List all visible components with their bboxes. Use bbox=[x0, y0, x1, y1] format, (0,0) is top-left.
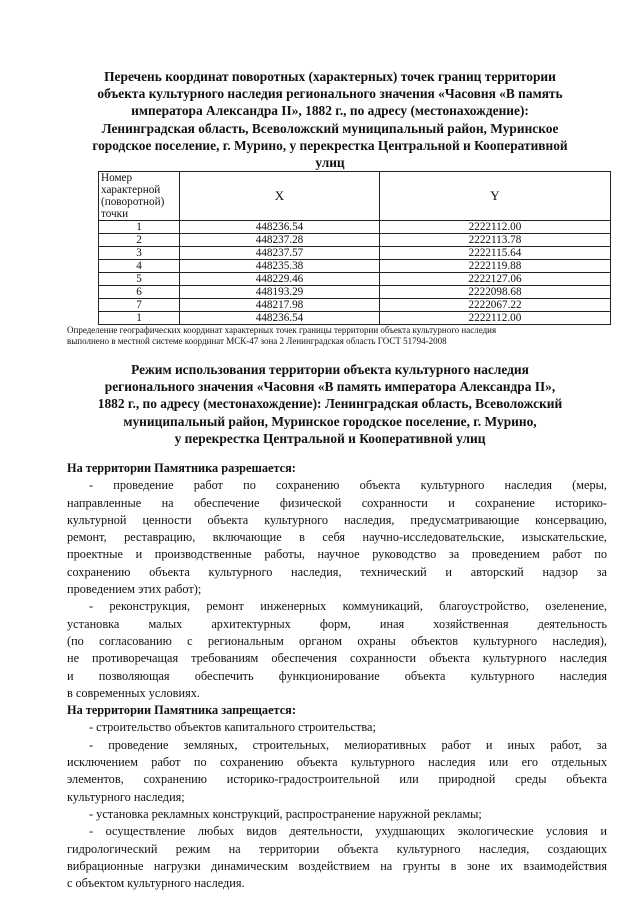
forbidden-item-line: гидрологический режим на территории объекта культурного наследия, создающих bbox=[67, 841, 607, 856]
point-number: 6 bbox=[99, 286, 180, 299]
column-header-x: X bbox=[180, 172, 380, 221]
forbidden-item-line: с объектом культурного наследия. bbox=[67, 876, 245, 891]
point-number: 3 bbox=[99, 247, 180, 260]
allowed-item-line: (по согласованию с региональным органом охраны объектов культурного наследия), bbox=[67, 633, 607, 648]
x-value: 448236.54 bbox=[180, 221, 380, 234]
forbidden-item-line: - проведение земляных, строительных, мелиоративных работ и иных работ, за bbox=[89, 737, 607, 752]
y-value: 2222127.06 bbox=[380, 273, 611, 286]
point-number: 1 bbox=[99, 221, 180, 234]
forbidden-item-line: элементов, сохранению историко-градостроительной или природной среды объекта bbox=[67, 772, 607, 787]
allowed-item-line: проведением этих работ); bbox=[67, 582, 202, 597]
table-row bbox=[99, 221, 611, 234]
y-value: 2222115.64 bbox=[380, 247, 611, 260]
point-number: 7 bbox=[99, 299, 180, 312]
x-value: 448237.57 bbox=[180, 247, 380, 260]
y-value: 2222098.68 bbox=[380, 286, 611, 299]
title-line: муниципальный район, Муринское городское поселение, г. Мурино, bbox=[123, 413, 537, 429]
forbidden-item-line: - осуществление любых видов деятельности, ухудшающих экологические условия и bbox=[89, 824, 607, 839]
y-value: 2222112.00 bbox=[380, 312, 611, 325]
allowed-item-line: культурной ценности объекта культурного наследия, предусматривающие консервацию, bbox=[67, 512, 607, 527]
allowed-item-line: не противоречащая требованиям обеспечения сохранности объекта культурного наследия bbox=[67, 651, 607, 666]
title-line: Ленинградская область, Всеволожский муниципальный район, Муринское bbox=[101, 120, 559, 136]
column-header-point: Номер характерной (поворотной) точки bbox=[99, 172, 180, 221]
title-line: императора Александра II», 1882 г., по адресу (местонахождение): bbox=[131, 103, 529, 119]
x-value: 448193.29 bbox=[180, 286, 380, 299]
note-line: выполнено в местной системе координат МСК-47 зона 2 Ленинградская область ГОСТ 51794-2008 bbox=[67, 336, 447, 346]
forbidden-item-line: исключением работ по сохранению объекта культурного наследия или его отдельных bbox=[67, 755, 607, 770]
forbidden-item-line: - установка рекламных конструкций, распространение наружной рекламы; bbox=[89, 806, 482, 821]
forbidden-heading: На территории Памятника запрещается: bbox=[67, 703, 296, 718]
table-row bbox=[99, 234, 611, 247]
allowed-item-line: и позволяющая обеспечить функционирование объекта культурного наследия bbox=[67, 668, 607, 683]
y-value: 2222119.88 bbox=[380, 260, 611, 273]
usage-regime-title bbox=[60, 361, 600, 447]
table-row bbox=[99, 299, 611, 312]
title-line: городское поселение, г. Мурино, у перекрестка Центральной и Кооперативной bbox=[92, 137, 568, 153]
regime-body bbox=[67, 460, 607, 892]
title-line: Режим использования территории объекта культурного наследия bbox=[131, 362, 529, 377]
coordinate-system-note bbox=[67, 325, 607, 347]
table-row bbox=[99, 247, 611, 260]
title-line: улиц bbox=[315, 155, 345, 171]
allowed-item-line: установка малых архитектурных форм, иная хозяйственная деятельность bbox=[67, 616, 607, 631]
allowed-item-line: ремонт, реставрацию, включающие в себя научно-исследовательские, изыскательские, bbox=[67, 530, 607, 545]
y-value: 2222067.22 bbox=[380, 299, 611, 312]
title-line: у перекрестка Центральной и Кооперативной улиц bbox=[174, 430, 486, 446]
allowed-heading: На территории Памятника разрешается: bbox=[67, 461, 296, 475]
forbidden-item-line: - строительство объектов капитального строительства; bbox=[89, 720, 376, 735]
x-value: 448235.38 bbox=[180, 260, 380, 273]
forbidden-item-line: вибрационные нагрузки динамическим воздействием на грунты в зоне их взаимодействия bbox=[67, 858, 607, 873]
table-row bbox=[99, 260, 611, 273]
note-line: Определение географических координат характерных точек границы территории объекта культурного наследия bbox=[67, 325, 497, 335]
title-line: Перечень координат поворотных (характерных) точек границ территории bbox=[104, 69, 556, 84]
allowed-item-line: - реконструкция, ремонт инженерных коммуникаций, благоустройство, озеленение, bbox=[89, 599, 607, 614]
point-number: 2 bbox=[99, 234, 180, 247]
column-header-y: Y bbox=[380, 172, 611, 221]
x-value: 448217.98 bbox=[180, 299, 380, 312]
allowed-item-line: сохранению объекта культурного наследия, технический и авторский надзор за bbox=[67, 564, 607, 579]
x-value: 448236.54 bbox=[180, 312, 380, 325]
x-value: 448237.28 bbox=[180, 234, 380, 247]
allowed-item-line: в современных условиях. bbox=[67, 685, 200, 700]
table-row bbox=[99, 312, 611, 325]
title-line: 1882 г., по адресу (местонахождение): Ленинградская область, Всеволожский bbox=[97, 396, 563, 412]
table-header-row bbox=[99, 172, 611, 221]
title-line: объекта культурного наследия регионального значения «Часовня «В память bbox=[97, 86, 563, 102]
y-value: 2222113.78 bbox=[380, 234, 611, 247]
table-row bbox=[99, 273, 611, 286]
allowed-item-line: направленные на обеспечение физической сохранности и сохранение историко- bbox=[67, 495, 607, 510]
point-number: 1 bbox=[99, 312, 180, 325]
forbidden-item-line: культурного наследия; bbox=[67, 789, 185, 804]
point-number: 5 bbox=[99, 273, 180, 286]
allowed-item-line: - проведение работ по сохранению объекта культурного наследия (меры, bbox=[89, 478, 607, 493]
x-value: 448229.46 bbox=[180, 273, 380, 286]
title-line: регионального значения «Часовня «В память императора Александра II», bbox=[104, 379, 556, 395]
table-row bbox=[99, 286, 611, 299]
point-number: 4 bbox=[99, 260, 180, 273]
y-value: 2222112.00 bbox=[380, 221, 611, 234]
coordinates-title bbox=[60, 68, 600, 171]
allowed-item-line: проектные и производственные работы, научное руководство за проведением работ по bbox=[67, 547, 607, 562]
coordinates-table bbox=[98, 171, 611, 325]
